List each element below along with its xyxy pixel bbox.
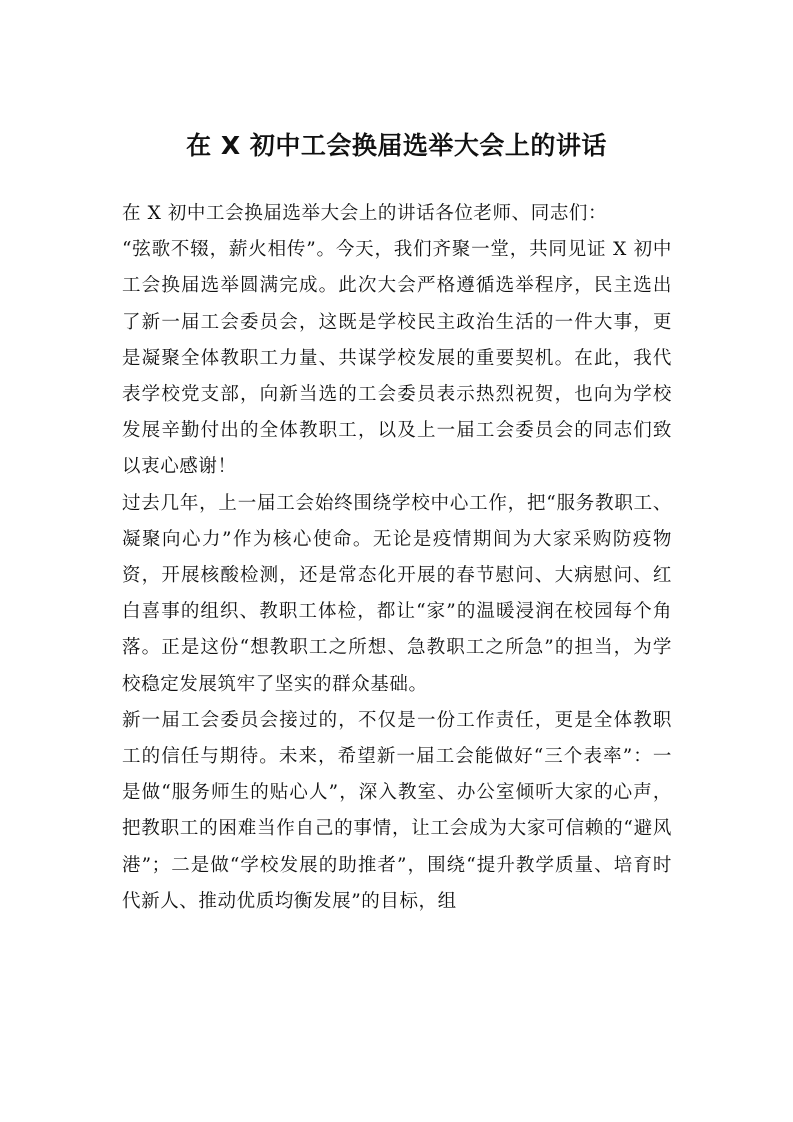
document-body	[122, 196, 672, 920]
paragraph-greeting: 在 X 初中工会换届选举大会上的讲话各位老师、同志们：	[122, 203, 608, 224]
paragraph-opening: “弦歌不辍，薪火相传”。今天，我们齐聚一堂，共同见证 X 初中工会换届选举圆满完成。此次大会严格遵循选举程序，民主选出了新一届工会委员会，这既是学校民主政治生活的一件大事，更是凝聚全体教职工力量、共谋学校发展的重要契机。在此，我代表学校党支部，向新当选的工会委员表示热烈祝贺，也向为学校发展辛勤付出的全体教职工，以及上一届工会委员会的同志们致以衷心感谢！	[122, 239, 672, 478]
paragraph-expectations: 新一届工会委员会接过的，不仅是一份工作责任，更是全体教职工的信任与期待。未来，希望新一届工会能做好“三个表率”：一是做“服务师生的贴心人”，深入教室、办公室倾听大家的心声，把教职工的困难当作自己的事情，让工会成为大家可信赖的“避风港”；二是做“学校发展的助推者”，围绕“提升教学质量、培育时代新人、推动优质均衡发展”的目标，组	[122, 709, 672, 912]
paragraph-review: 过去几年，上一届工会始终围绕学校中心工作，把“服务教职工、凝聚向心力”作为核心使命。无论是疫情期间为大家采购防疫物资，开展核酸检测，还是常态化开展的春节慰问、大病慰问、红白喜事的组织、教职工体检，都让“家”的温暖浸润在校园每个角落。正是这份“想教职工之所想、急教职工之所急”的担当，为学校稳定发展筑牢了坚实的群众基础。	[122, 492, 672, 695]
document-title: 在 X 初中工会换届选举大会上的讲话	[186, 131, 607, 160]
